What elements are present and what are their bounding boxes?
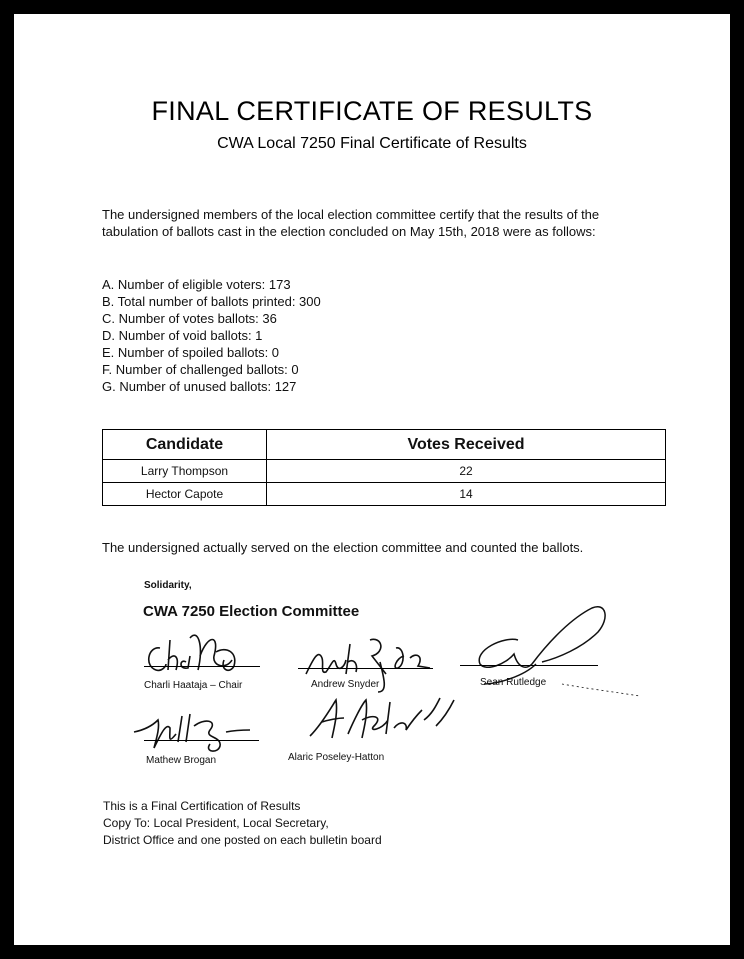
candidate-name: Hector Capote bbox=[103, 483, 267, 506]
candidate-votes: 14 bbox=[267, 483, 666, 506]
page-subtitle: CWA Local 7250 Final Certificate of Results bbox=[217, 135, 527, 152]
signatory-name: Alaric Poseley-Hatton bbox=[288, 752, 385, 763]
signature-mathew-brogan bbox=[130, 708, 260, 756]
closing-salutation: Solidarity, bbox=[144, 580, 192, 591]
served-statement: The undersigned actually served on the election committee and counted the ballots. bbox=[102, 540, 584, 555]
footer-line: This is a Final Certification of Results bbox=[103, 799, 301, 813]
stat-eligible-voters: A. Number of eligible voters: 173 bbox=[102, 277, 291, 292]
header-votes-received: Votes Received bbox=[267, 430, 666, 460]
signature-line-1 bbox=[144, 666, 260, 667]
stat-ballots-printed: B. Total number of ballots printed: 300 bbox=[102, 294, 321, 309]
header-candidate: Candidate bbox=[103, 430, 267, 460]
signature-line-3 bbox=[460, 665, 598, 666]
stat-spoiled-ballots: E. Number of spoiled ballots: 0 bbox=[102, 345, 280, 360]
stat-unused-ballots: G. Number of unused ballots: 127 bbox=[102, 379, 297, 394]
intro-paragraph: The undersigned members of the local election committee certify that the results of the tabulation of ballots cast in the election concluded on May 15th, 2018 were as follows: bbox=[102, 207, 600, 239]
candidate-name: Larry Thompson bbox=[103, 460, 267, 483]
table-row bbox=[103, 460, 666, 483]
stat-votes-ballots: C. Number of votes ballots: 36 bbox=[102, 311, 277, 326]
candidate-votes: 22 bbox=[267, 460, 666, 483]
footer-line: District Office and one posted on each bulletin board bbox=[103, 833, 382, 847]
footer-line: Copy To: Local President, Local Secretary, bbox=[103, 816, 329, 830]
page-title: FINAL CERTIFICATE OF RESULTS bbox=[151, 96, 593, 126]
signatory-name: Mathew Brogan bbox=[146, 755, 217, 766]
results-table bbox=[102, 429, 666, 506]
signatory-name: Sean Rutledge bbox=[480, 677, 547, 688]
signature-line-2 bbox=[298, 668, 433, 669]
signatory-name: Charli Haataja – Chair bbox=[144, 680, 243, 691]
stat-void-ballots: D. Number of void ballots: 1 bbox=[102, 328, 263, 343]
signature-line-4 bbox=[144, 740, 259, 741]
signature-alaric-poseley-hatton bbox=[304, 690, 464, 748]
footer-notice bbox=[103, 798, 382, 849]
ballot-stats-list bbox=[102, 276, 321, 395]
certificate-page bbox=[14, 14, 730, 945]
stat-challenged-ballots: F. Number of challenged ballots: 0 bbox=[102, 362, 299, 377]
results-header-row bbox=[103, 430, 666, 460]
signature-charli-haataja bbox=[142, 626, 262, 676]
committee-name: CWA 7250 Election Committee bbox=[143, 603, 360, 620]
signatory-name: Andrew Snyder bbox=[311, 679, 380, 690]
table-row bbox=[103, 483, 666, 506]
